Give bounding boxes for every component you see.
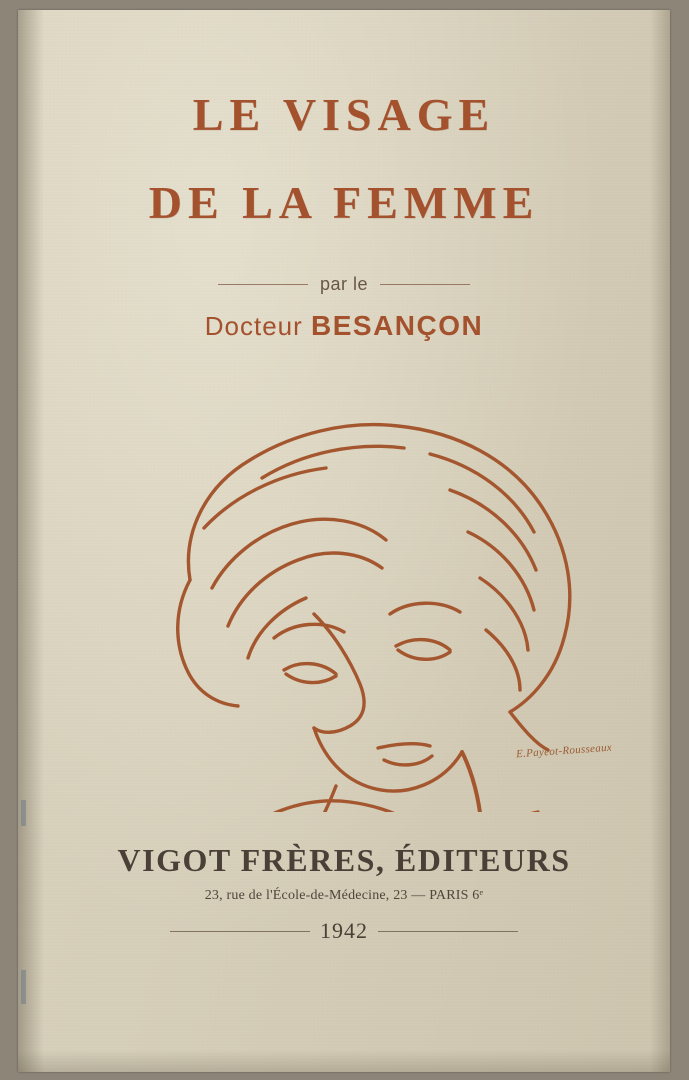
author-surname: BESANÇON bbox=[311, 310, 484, 341]
year-rule-right bbox=[378, 931, 518, 932]
year-rule-left bbox=[170, 931, 310, 932]
byline-rule-left bbox=[218, 284, 308, 285]
illustration-signature: E.Payeot-Rousseaux bbox=[515, 741, 613, 761]
title-line-1: LE VISAGE bbox=[192, 89, 496, 140]
bottom-edge-shadow bbox=[18, 1050, 670, 1072]
publication-year-row bbox=[18, 918, 670, 944]
byline-rule-right bbox=[380, 284, 470, 285]
publication-year: 1942 bbox=[320, 918, 368, 943]
edge-mark-2 bbox=[21, 970, 26, 1004]
byline-text: par le bbox=[319, 274, 369, 294]
publisher-name: VIGOT FRÈRES, ÉDITEURS bbox=[117, 842, 571, 878]
byline bbox=[18, 274, 670, 295]
edge-mark-1 bbox=[21, 800, 26, 826]
author-title: Docteur bbox=[204, 311, 312, 341]
book-cover bbox=[18, 10, 670, 1072]
cover-title-block bbox=[18, 89, 670, 228]
author-name bbox=[18, 310, 670, 342]
title-line-2: DE LA FEMME bbox=[148, 177, 540, 228]
publisher-address: 23, rue de l'École-de-Médecine, 23 — PARIS 6ᵉ bbox=[204, 888, 484, 903]
